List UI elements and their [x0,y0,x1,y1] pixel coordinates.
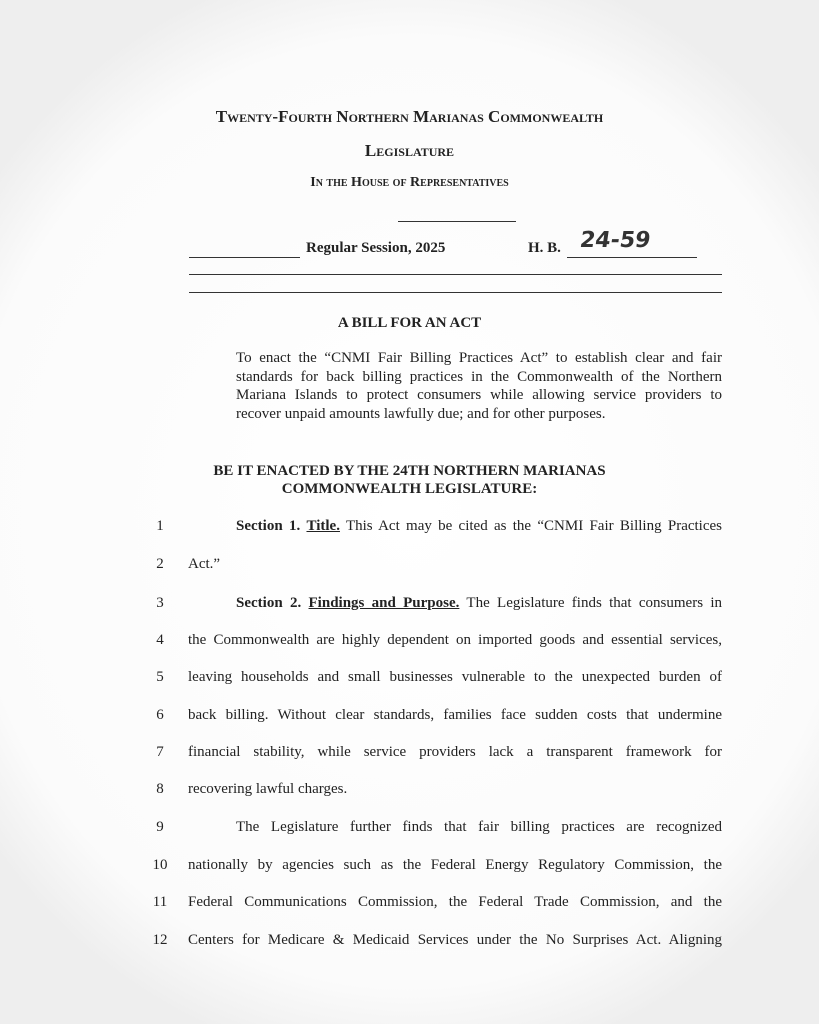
section-heading: Section 1. [236,518,301,534]
enacting-line: COMMONWEALTH LEGISLATURE: [281,481,538,497]
enacting-clause [0,462,819,498]
legislature-name: Twenty-Fourth Northern Marianas Commonwealth [215,107,604,126]
text-line: back billing. Without clear standards, families face sudden costs that undermine [188,707,722,723]
line-number: 6 [156,707,164,723]
text-line: Federal Communications Commission, the Federal Trade Commission, and the [188,894,722,910]
text-line: leaving households and small businesses vulnerable to the unexpected burden of [188,669,722,685]
text-line: nationally by agencies such as the Federal Energy Regulatory Commission, the [188,857,722,873]
section-text: The Legislature finds that consumers in [459,595,723,611]
session-blank [189,257,300,258]
line-number: 5 [156,669,164,685]
text-line: Centers for Medicare & Medicaid Services under the No Surprises Act. Aligning [188,932,722,948]
line-number: 11 [152,894,168,910]
divider [398,221,516,222]
section-heading: Section 2. [236,595,302,611]
line-number: 9 [156,819,164,835]
line-number: 12 [152,932,168,948]
section-title: Findings and Purpose. [308,595,460,611]
bill-purpose: To enact the “CNMI Fair Billing Practices Act” to establish clear and fair standards for back billing practices in the Commonwealth of the Northern Mariana Islands to protect consumers while allowing service providers to recover unpaid amounts lawfully due; and for other purposes. [236,350,722,422]
section-2 [236,595,722,612]
hb-label: H. B. [528,240,561,256]
text-line: the Commonwealth are highly dependent on imported goods and essential services, [188,632,722,648]
text-line: The Legislature further finds that fair billing practices are recognized [236,819,722,835]
text-line: financial stability, while service providers lack a transparent framework for [188,744,722,760]
line-number: 1 [156,518,164,534]
line-number: 7 [156,744,164,760]
legislature-label: Legislature [364,141,455,160]
house-label: In the House of Representatives [310,175,509,190]
hb-number-handwritten: 24-59 [578,228,653,253]
session-label: Regular Session, 2025 [306,240,446,256]
divider [189,274,722,275]
section-text: This Act may be cited as the “CNMI Fair Billing Practices [339,518,722,534]
section-1 [236,518,722,535]
enacting-line: BE IT ENACTED BY THE 24TH NORTHERN MARIANAS [213,463,606,479]
bill-title: A BILL FOR AN ACT [337,315,482,331]
line-number: 4 [156,632,164,648]
divider [189,292,722,293]
line-number: 8 [156,781,164,797]
line-number: 10 [152,857,168,873]
text-line: recovering lawful charges. [188,781,348,797]
line-number: 2 [156,556,164,572]
section-title: Title. [306,518,340,534]
text-line: Act.” [188,556,221,572]
hb-blank [567,257,697,258]
line-number: 3 [156,595,164,611]
